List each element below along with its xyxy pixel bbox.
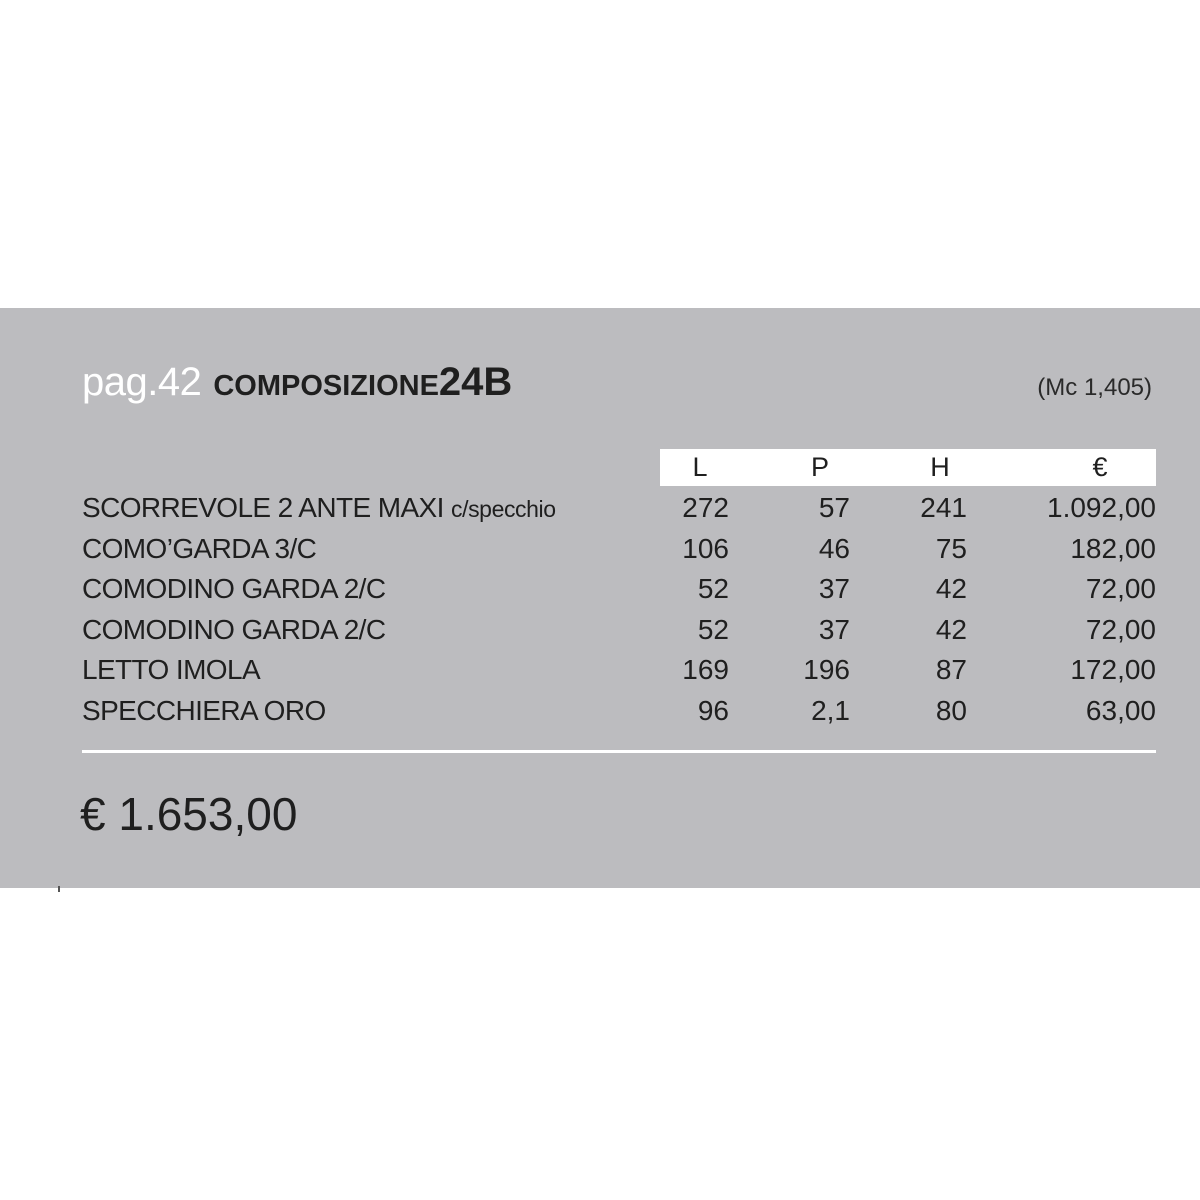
- item-name-text: SCORREVOLE 2 ANTE MAXI: [82, 492, 444, 523]
- item-name: [82, 569, 385, 609]
- item-name: [82, 691, 326, 731]
- item-name-text: SPECCHIERA ORO: [82, 695, 326, 726]
- column-header-h: H: [930, 452, 950, 482]
- item-name: [82, 529, 316, 569]
- item-name-text: COMODINO GARDA 2/C: [82, 573, 386, 605]
- item-name: [82, 610, 385, 650]
- item-l-value: 52: [697, 573, 729, 605]
- composition-label: COMPOSIZIONE: [213, 370, 439, 402]
- item-h-value: 87: [935, 654, 967, 686]
- item-l-value: 106: [682, 532, 729, 564]
- item-name: [82, 488, 556, 528]
- item-p-value: 2,1: [811, 695, 850, 726]
- volume-label: (Mc 1,405): [1037, 374, 1152, 401]
- item-price: 1.092,00: [1047, 492, 1156, 523]
- item-p-value: 57: [818, 492, 850, 523]
- item-p-value: 37: [818, 613, 850, 645]
- item-l-value: 96: [697, 695, 729, 726]
- table-row: [0, 488, 1200, 528]
- item-h-value: 80: [935, 695, 967, 726]
- total-price: € 1.653,00: [80, 788, 298, 840]
- table-row: [0, 691, 1200, 731]
- item-price: 63,00: [1085, 695, 1156, 726]
- item-price: 172,00: [1070, 654, 1156, 686]
- item-name-text: LETTO IMOLA: [82, 654, 261, 686]
- item-p-value: 196: [803, 654, 850, 686]
- page-title: [82, 356, 512, 408]
- table-row: [0, 650, 1200, 690]
- item-name-text: COMODINO GARDA 2/C: [82, 613, 386, 645]
- table-row: [0, 569, 1200, 609]
- item-h-value: 241: [920, 492, 967, 523]
- item-h-value: 75: [935, 532, 967, 564]
- item-price: 72,00: [1085, 613, 1156, 645]
- item-note: c/specchio: [450, 496, 556, 522]
- column-header-l: L: [692, 452, 708, 482]
- item-h-value: 42: [935, 573, 967, 605]
- page-reference: pag.42: [82, 360, 202, 404]
- table-row: [0, 610, 1200, 650]
- divider: [82, 750, 1156, 753]
- item-l-value: 52: [697, 613, 729, 645]
- item-h-value: 42: [935, 613, 967, 645]
- item-name-text: COMO’GARDA 3/C: [82, 532, 317, 564]
- column-header-p: P: [810, 452, 829, 482]
- table-row: [0, 529, 1200, 569]
- item-price: 182,00: [1070, 532, 1156, 564]
- column-header-price: €: [1092, 452, 1108, 482]
- item-p-value: 37: [818, 573, 850, 605]
- item-name: [82, 650, 260, 690]
- composition-code: 24B: [438, 360, 513, 404]
- crop-mark: [58, 886, 60, 892]
- item-l-value: 272: [682, 492, 729, 523]
- item-l-value: 169: [682, 654, 729, 686]
- item-p-value: 46: [818, 532, 850, 564]
- item-price: 72,00: [1085, 573, 1156, 605]
